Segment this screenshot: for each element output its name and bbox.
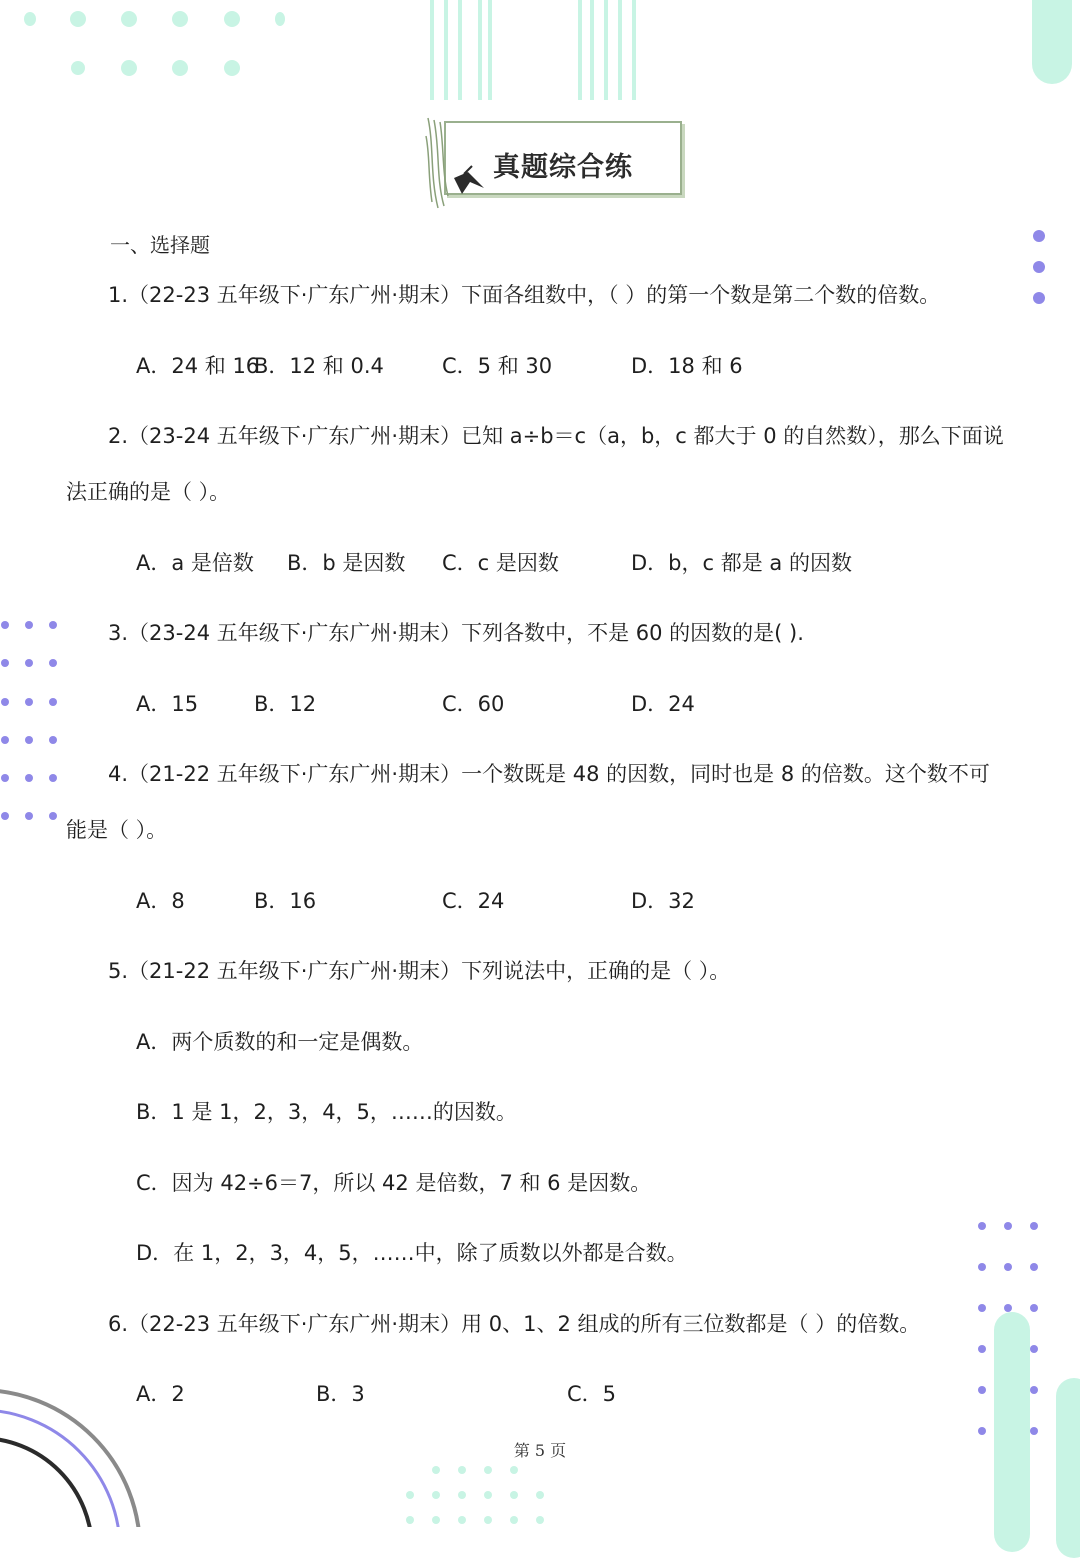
q5-option-c: C．因为 42÷6＝7，所以 42 是倍数，7 和 6 是因数。 <box>136 1171 652 1195</box>
page-title: 真题综合练 <box>493 152 633 183</box>
q4-option-b: B．16 <box>254 889 317 913</box>
q6-option-b: B．3 <box>316 1382 365 1406</box>
q6-option-a: A．2 <box>136 1382 185 1406</box>
question-2: 2.（23-24 五年级下·广东广州·期末）已知 a÷b＝c（a，b，c 都大于 0 的自然数），那么下面说 <box>108 424 1004 448</box>
q3-option-c: C．60 <box>442 692 505 716</box>
q3-option-d: D．24 <box>631 692 695 716</box>
question-5: 5.（21-22 五年级下·广东广州·期末）下列说法中，正确的是（ ）。 <box>108 959 731 983</box>
decor-bottom-right-dot-grid <box>972 1215 1052 1445</box>
question-2-cont: 法正确的是（ ）。 <box>66 480 231 504</box>
q3-option-b: B．12 <box>254 692 317 716</box>
q2-option-b: B．b 是因数 <box>287 551 406 575</box>
decor-bottom-right-pill-2 <box>1056 1378 1080 1558</box>
q2-option-d: D．b，c 都是 a 的因数 <box>631 551 852 575</box>
q4-option-d: D．32 <box>631 889 695 913</box>
section-heading: 一、选择题 <box>110 233 210 257</box>
decor-top-stripes <box>420 0 650 110</box>
question-1: 1.（22-23 五年级下·广东广州·期末）下面各组数中，（ ）的第一个数是第二个数的倍数。 <box>108 283 941 307</box>
question-3: 3.（23-24 五年级下·广东广州·期末）下列各数中，不是 60 的因数的是( ). <box>108 621 804 645</box>
question-4-cont: 能是（ ）。 <box>66 818 168 842</box>
decor-top-right-pill <box>1032 0 1072 84</box>
question-4: 4.（21-22 五年级下·广东广州·期末）一个数既是 48 的因数，同时也是 8 的倍数。这个数不可 <box>108 762 990 786</box>
decor-bottom-center-dots <box>400 1462 560 1527</box>
q1-option-d: D．18 和 6 <box>631 354 743 378</box>
q4-option-a: A．8 <box>136 889 185 913</box>
page-number: 第 5 页 <box>513 1441 567 1460</box>
q1-option-b: B．12 和 0.4 <box>254 354 384 378</box>
q4-option-c: C．24 <box>442 889 505 913</box>
q6-option-c: C．5 <box>567 1382 617 1406</box>
q2-option-c: C．c 是因数 <box>442 551 559 575</box>
q3-option-a: A．15 <box>136 692 199 716</box>
question-6: 6.（22-23 五年级下·广东广州·期末）用 0、1、2 组成的所有三位数都是（ ）的倍数。 <box>108 1312 921 1336</box>
q1-option-c: C．5 和 30 <box>442 354 553 378</box>
willow-swallow-icon <box>424 116 490 212</box>
q5-option-b: B．1 是 1，2，3，4，5，……的因数。 <box>136 1100 517 1124</box>
q5-option-d: D．在 1，2，3，4，5，……中，除了质数以外都是合数。 <box>136 1241 688 1265</box>
decor-left-dot-grid <box>0 615 70 830</box>
q5-option-a: A．两个质数的和一定是偶数。 <box>136 1030 424 1054</box>
q2-option-a: A．a 是倍数 <box>136 551 254 575</box>
q1-option-a: A．24 和 16 <box>136 354 260 378</box>
